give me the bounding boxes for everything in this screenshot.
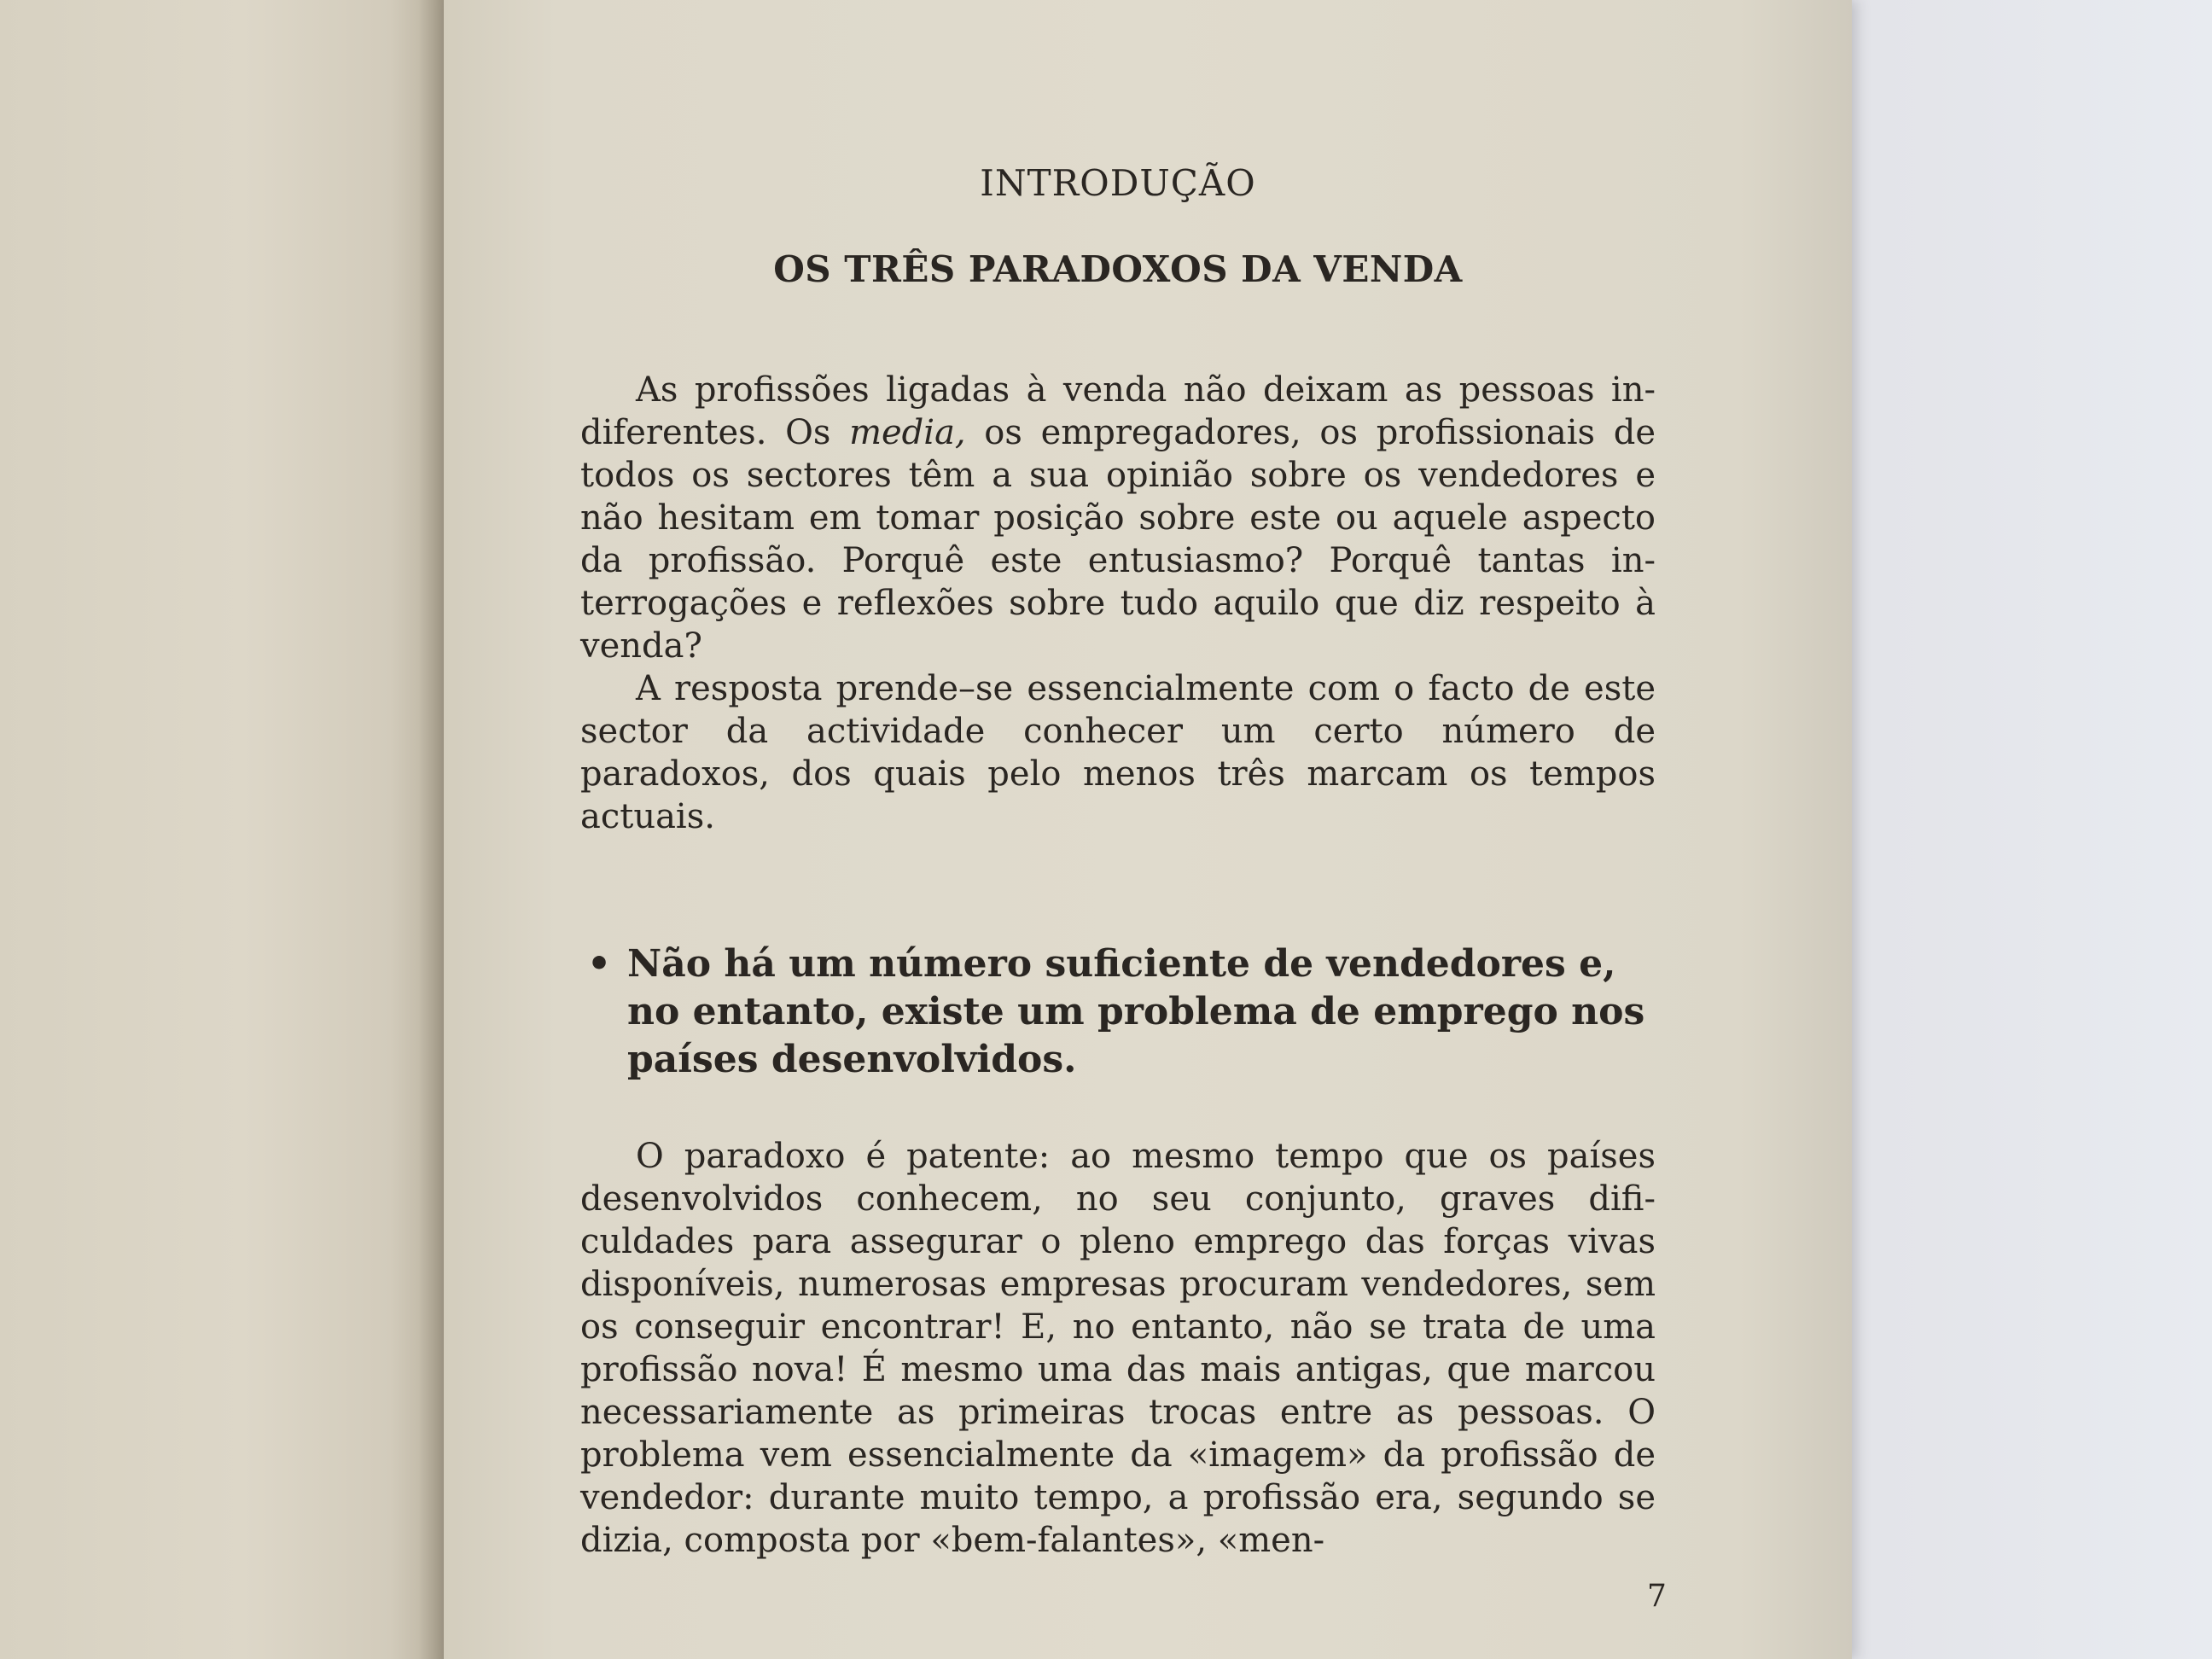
paragraph-1 [580,369,1656,667]
paragraph-2: A resposta prende–se essencialmente com o facto de este sector da actividade conhecer um certo número de paradoxos, dos quais pelo menos três marcam os tempos actuais. [580,669,1656,836]
paragraph-1-italic: media, [849,413,966,452]
paragraph-3: O paradoxo é patente: ao mesmo tempo que os países desenvolvidos conhecem, no seu conjunto, graves dificuldades para assegurar o pleno emprego das forças vivas disponíveis, numerosas empresas procuram vendedores, sem os conseguir encontrar! E, no entanto, não se trata de uma profissão nova! É mesmo uma das mais antigas, que marcou necessariamente as primeiras trocas entre as pessoas. O problema vem essencialmente da «imagem» da profissão de vendedor: durante muito tempo, a profissão era, segundo se dizia, composta por «bem-falantes», «men- [580,1137,1656,1560]
chapter-title: OS TRÊS PARADOXOS DA VENDA [773,248,1463,290]
paragraph-1-part-b: os empregadores, os profissionais de todos os sectores têm a sua opinião sobre os vendedores e não hesitam em tomar posição sobre este ou aquele aspecto da profissão. Porquê este entusiasmo? Porquê tantas interrogações e reflexões sobre tudo aquilo que diz respeito à venda? [580,413,1656,666]
section-label: INTRODUÇÃO [980,162,1256,204]
bullet-heading: Não há um número suficiente de vendedores e, no entanto, existe um problema de emprego nos países desenvolvidos. [627,942,1645,1081]
bullet-heading-block [580,940,1656,1084]
page-number: 7 [1647,1579,1667,1614]
left-page [0,0,444,1659]
right-page [444,0,1852,1659]
bullet-marker: • [587,942,612,986]
page-text-column [580,162,1656,1562]
paragraph-1-part-a: As profissões ligadas à venda não deixam as pessoas indiferentes. Os [580,370,1656,452]
